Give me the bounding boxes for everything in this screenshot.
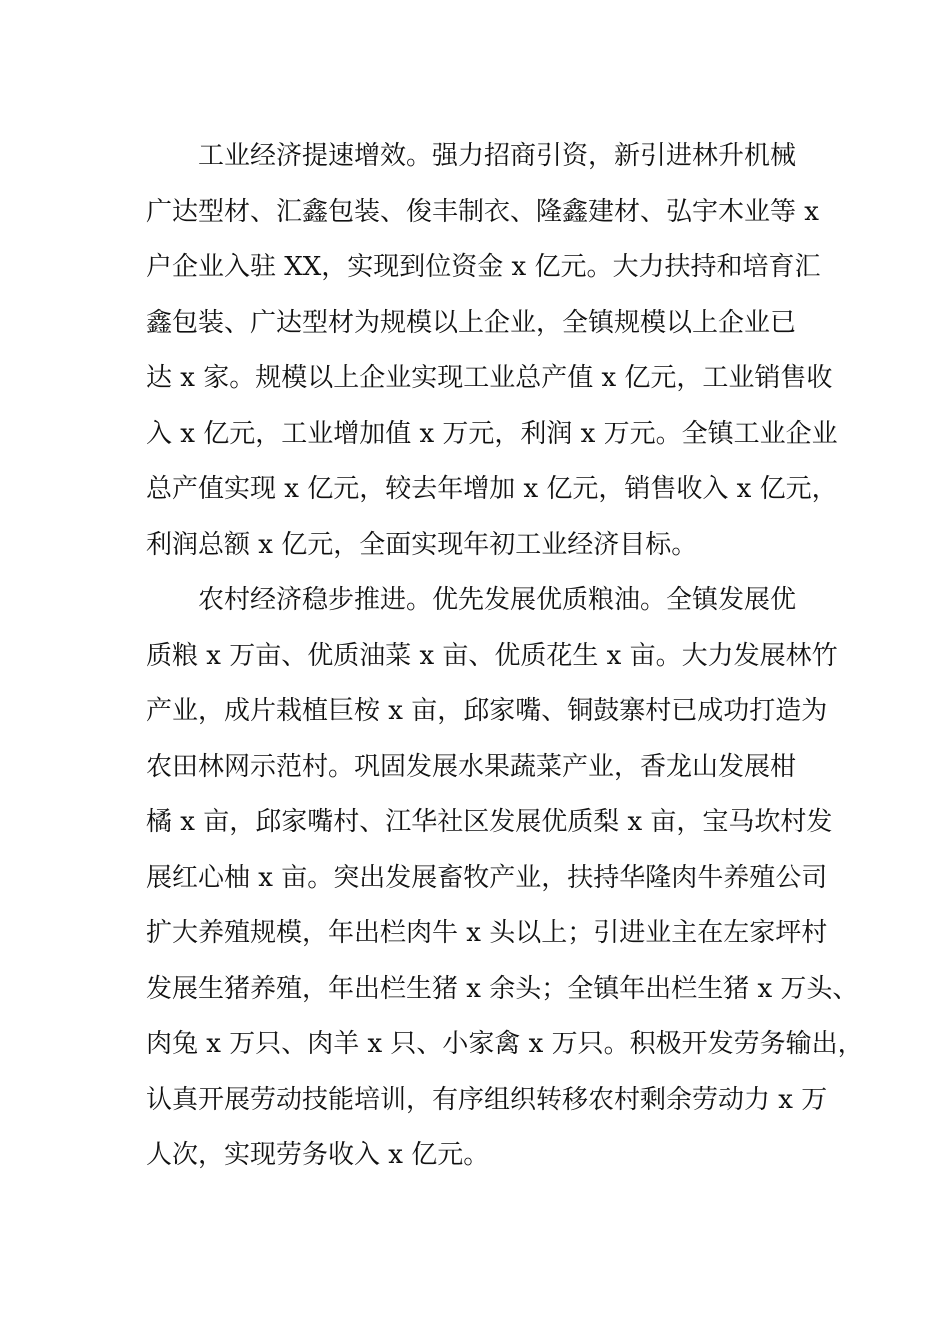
text-line: 广达型材、汇鑫包装、俊丰制衣、隆鑫建材、弘宇木业等 x — [146, 196, 819, 227]
text-line: 入 x 亿元，工业增加值 x 万元，利润 x 万元。全镇工业企业 — [146, 418, 838, 449]
text-line: 发展生猪养殖，年出栏生猪 x 余头；全镇年出栏生猪 x 万头、 — [146, 973, 859, 1004]
text-line: 工业经济提速增效。强力招商引资，新引进林升机械 — [198, 141, 797, 171]
text-line: 质粮 x 万亩、优质油菜 x 亩、优质花生 x 亩。大力发展林竹 — [146, 640, 838, 671]
text-line: 展红心柚 x 亩。突出发展畜牧产业，扶持华隆肉牛养殖公司 — [146, 862, 828, 893]
text-line: 户企业入驻 XX，实现到位资金 x 亿元。大力扶持和培育汇 — [146, 252, 821, 282]
text-line: 农田林网示范村。巩固发展水果蔬菜产业，香龙山发展柑 — [146, 751, 797, 782]
text-line: 认真开展劳动技能培训，有序组织转移农村剩余劳动力 x 万 — [146, 1084, 828, 1115]
text-line: 人次，实现劳务收入 x 亿元。 — [146, 1140, 490, 1170]
text-line: 农村经济稳步推进。优先发展优质粮油。全镇发展优 — [198, 585, 797, 615]
document-body — [146, 129, 864, 1184]
paragraph-industrial-economy — [146, 129, 836, 573]
text-line: 总产值实现 x 亿元，较去年增加 x 亿元，销售收入 x 亿元， — [146, 474, 838, 504]
paragraph-rural-economy — [146, 573, 864, 1184]
text-line: 肉兔 x 万只、肉羊 x 只、小家禽 x 万只。积极开发劳务输出， — [146, 1029, 864, 1059]
text-line: 产业，成片栽植巨桉 x 亩，邱家嘴、铜鼓寨村已成功打造为 — [146, 696, 828, 726]
text-line: 鑫包装、广达型材为规模以上企业，全镇规模以上企业已 — [146, 307, 797, 338]
text-line: 达 x 家。规模以上企业实现工业总产值 x 亿元，工业销售收 — [146, 363, 833, 393]
text-line: 利润总额 x 亿元，全面实现年初工业经济目标。 — [146, 529, 698, 560]
text-line: 扩大养殖规模，年出栏肉牛 x 头以上；引进业主在左家坪村 — [146, 918, 828, 948]
text-line: 橘 x 亩，邱家嘴村、江华社区发展优质梨 x 亩，宝马坎村发 — [146, 807, 833, 837]
